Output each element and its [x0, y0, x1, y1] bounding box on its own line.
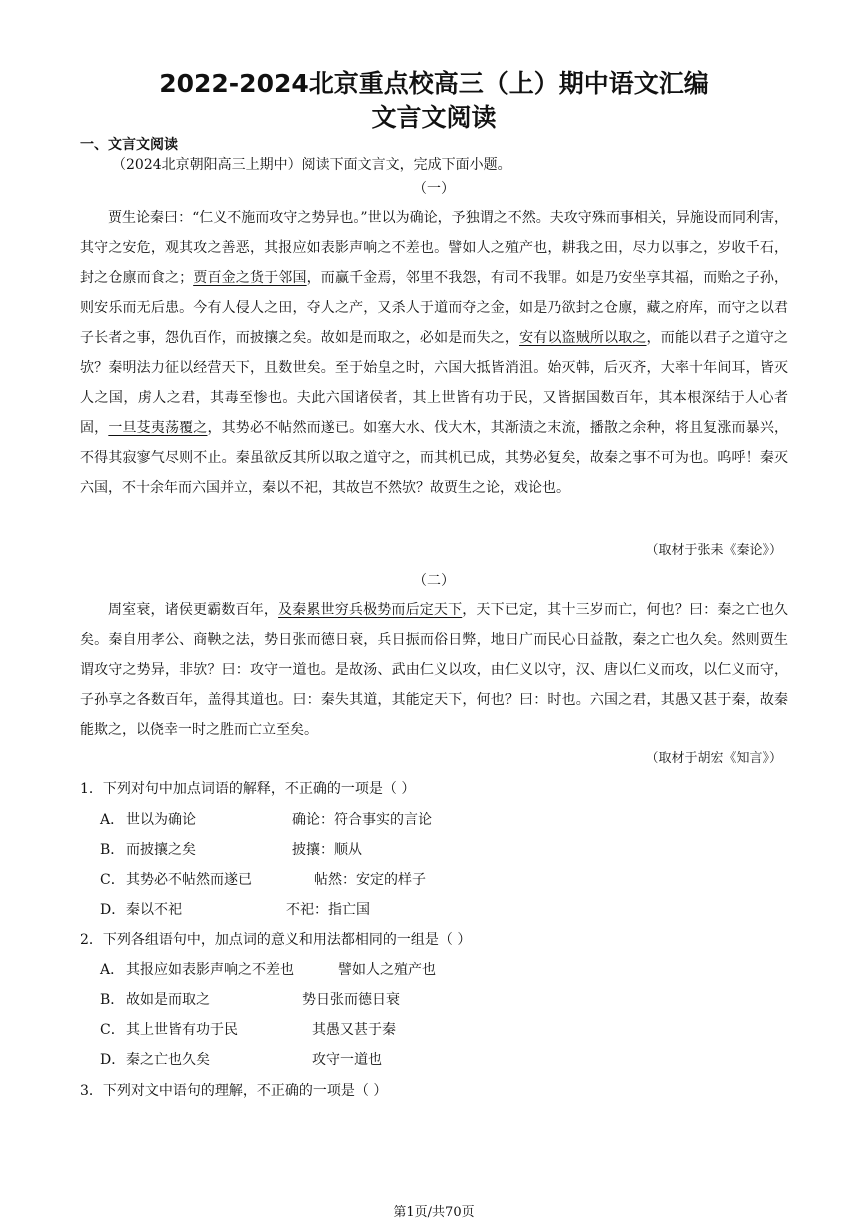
underlined-sentence: 及秦累世穷兵极势而后定天下: [278, 602, 463, 618]
option-explanation: 披攘：顺从: [292, 842, 362, 858]
option-label: A．: [100, 962, 125, 978]
option-label: C．: [100, 872, 125, 888]
passage-1-part: ，而能以君子之道守之欤？秦明法力征以经营天下，且数世矣。至于始皇之时，六国大抵皆消沮。始灭韩，后灭齐，大率十年间耳，皆灭人之国，虏人之君，其毒至惨也。夫此六国诸侯者，其上世皆有功于民，又皆据国数百年，其本根深结于人心者固，: [80, 330, 789, 436]
passage-1-part: ，其势必不帖然而遂已。如塞大水、伐大木，其渐渍之末流，播散之余种，将且复涨而暴兴，不得其寂寥气尽则不止。秦虽欲反其所以取之道守之，而其机已成，其势必复矣，故秦之事不可为也。呜呼！秦灭六国，不十余年而六国并立，秦以不祀，其故岂不然欤？故贾生之论，戏论也。: [80, 420, 789, 496]
passage-1-part: ，而赢千金焉，邻里不我怨，有司不我罪。如是乃安坐享其福，而贻之子孙，则安乐而无后患。今有人侵人之田，夺人之产，又杀人于道而夺之金，如是乃欲封之仓廪，藏之府库，而守之以君子长者之事，怨仇百作，而披攘之矣。故如是而取之，必如是而失之，: [80, 270, 789, 346]
passage-2-part: ，天下已定，其十三岁而亡，何也？曰：秦之亡也久矣。秦自用孝公、商鞅之法，势日张而德日衰，兵日振而俗日弊，地日广而民心日益散，秦之亡也久矣。然则贾生谓攻守之势异，非欤？曰：攻守一道也。是故汤、武由仁义以攻，由仁义以守，汉、唐以仁义而攻，以仁义而守，子孙享之各数百年，盖得其道也。曰：秦失其道，其能定天下，何也？曰：时也。六国之君，其愚又甚于秦，故秦能欺之，以侥幸一时之胜而亡立至矣。: [80, 602, 789, 738]
option-stem: 其上世皆有功于民: [126, 1022, 238, 1038]
option-explanation: 攻守一道也: [312, 1052, 382, 1068]
option-label: D．: [100, 1052, 126, 1068]
document-subtitle: 文言文阅读: [371, 103, 497, 132]
passage-2-source: （取材于胡宏《知言》）: [645, 751, 782, 766]
option-explanation: 帖然：安定的样子: [314, 872, 426, 888]
option-stem: 其报应如表影声响之不差也: [126, 962, 294, 978]
option-explanation: 其愚又甚于秦: [312, 1022, 396, 1038]
section-heading: 一、文言文阅读: [80, 137, 178, 153]
option-explanation: 确论：符合事实的言论: [292, 812, 432, 828]
option-stem: 秦之亡也久矣: [126, 1052, 210, 1068]
option-label: C．: [100, 1022, 125, 1038]
document-title: 2022-2024北京重点校高三（上）期中语文汇编: [159, 69, 709, 98]
underlined-sentence: 贾百金之货于邻国: [193, 270, 307, 286]
question-2-option-d: [100, 1050, 382, 1070]
option-explanation: 势日张而德日衰: [302, 992, 400, 1008]
option-stem: 故如是而取之: [126, 992, 210, 1008]
question-1-option-a: [100, 810, 432, 830]
question-1-option-b: [100, 840, 362, 860]
option-label: D．: [100, 902, 126, 918]
passage-2-text: [80, 595, 788, 745]
option-stem: 秦以不祀: [126, 902, 182, 918]
question-2-option-c: [100, 1020, 396, 1040]
passage-2-label: （二）: [413, 573, 455, 589]
passage-2-part: 周室衰，诸侯更霸数百年，: [108, 602, 279, 618]
question-2: 2．下列各组语句中，加点词的意义和用法都相同的一组是（ ）: [80, 932, 472, 948]
passage-1-text: [80, 203, 788, 503]
option-explanation: 不祀：指亡国: [286, 902, 370, 918]
question-3: 3．下列对文中语句的理解，不正确的一项是（ ）: [80, 1083, 388, 1099]
option-label: B．: [100, 842, 125, 858]
page-number: 第1页/共70页: [393, 1205, 475, 1220]
question-2-option-a: [100, 960, 436, 980]
option-explanation: 譬如人之殖产也: [338, 962, 436, 978]
option-stem: 世以为确论: [126, 812, 196, 828]
passage-1-label: （一）: [413, 181, 455, 197]
option-label: B．: [100, 992, 125, 1008]
underlined-sentence: 安有以盗贼所以取之: [519, 330, 647, 346]
option-label: A．: [100, 812, 125, 828]
section-intro: （2024北京朝阳高三上期中）阅读下面文言文，完成下面小题。: [112, 157, 512, 173]
question-2-option-b: [100, 990, 400, 1010]
passage-1-source: （取材于张耒《秦论》）: [645, 543, 782, 558]
option-stem: 其势必不帖然而遂已: [126, 872, 252, 888]
question-1-option-d: [100, 900, 370, 920]
question-1-option-c: [100, 870, 426, 890]
underlined-sentence: 一旦芟夷荡覆之: [108, 420, 208, 436]
passage-1-part: 贾生论秦曰：“仁义不施而攻守之势异也。”世以为确论，予独谓之不然。夫攻守殊而事相关，异施设而同利害，其守之安危，观其攻之善恶，其报应如表影声响之不差也。譬如人之殖产也，耕我之田，尽力以事之，岁收千石，封之仓廪而食之；: [80, 210, 788, 286]
question-1: 1．下列对句中加点词语的解释，不正确的一项是（ ）: [80, 781, 416, 797]
option-stem: 而披攘之矣: [126, 842, 196, 858]
